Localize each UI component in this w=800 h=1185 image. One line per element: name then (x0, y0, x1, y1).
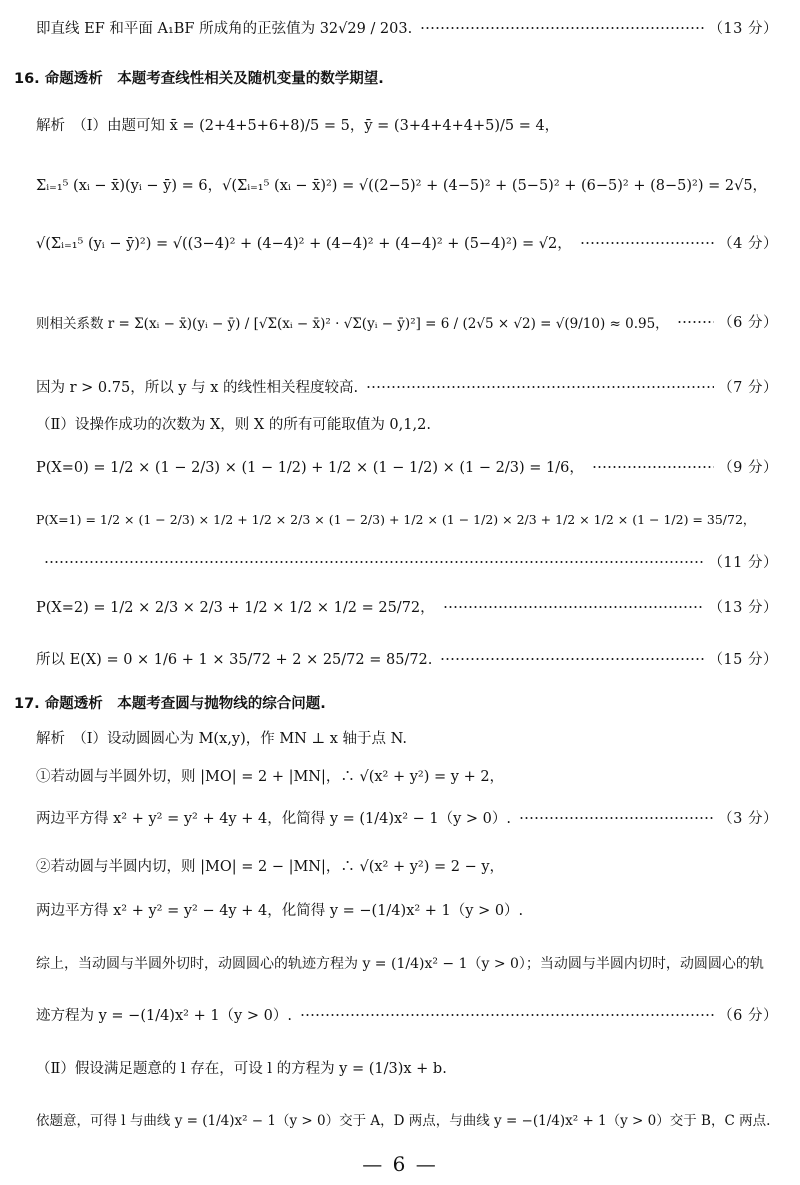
text-line (0, 899, 800, 920)
dot-leader (580, 242, 714, 244)
line-text: ①若动圆与半圆外切，则 |MO| = 2 + |MN|，∴ √(x² + y²) = y + 2， (36, 769, 505, 785)
text-line (0, 456, 800, 477)
line-text: √(Σᵢ₌₁⁵ (yᵢ − ȳ)²) = √((3−4)² + (4−4)² + (4−4)² + (4−4)² + (5−4)²) = √2， (36, 236, 572, 252)
line-text: 解析 （Ⅰ）设动圆圆心为 M(x,y)，作 MN ⊥ x 轴于点 N. (36, 731, 407, 747)
text-line (0, 67, 800, 88)
line-text: 因为 r > 0.75，所以 y 与 x 的线性相关程度较高. (36, 380, 359, 396)
dot-leader (440, 658, 704, 660)
text-line (0, 727, 800, 748)
line-text: 依题意，可得 l 与曲线 y = (1/4)x² − 1（y > 0）交于 A，D 两点，与曲线 y = −(1/4)x² + 1（y > 0）交于 B，C 两点. (36, 1113, 771, 1129)
text-line (0, 953, 800, 973)
text-line (0, 1057, 800, 1078)
score-label: （7 分） (718, 380, 778, 396)
line-text: 迹方程为 y = −(1/4)x² + 1（y > 0）. (36, 1008, 292, 1024)
score-label: （9 分） (718, 460, 778, 476)
text-line (0, 232, 800, 253)
score-label: （13 分） (708, 21, 778, 37)
text-line (0, 807, 800, 828)
line-text: 两边平方得 x² + y² = y² − 4y + 4，化简得 y = −(1/4)x² + 1（y > 0）. (36, 903, 524, 919)
score-label: （6 分） (718, 315, 778, 331)
dot-leader (300, 1014, 714, 1016)
score-label: （4 分） (718, 236, 778, 252)
score-label: （11 分） (708, 555, 778, 571)
line-text: P(X=2) = 1/2 × 2/3 × 2/3 + 1/2 × 1/2 × 1/2 = 25/72， (36, 600, 435, 616)
line-text: 所以 E(X) = 0 × 1/6 + 1 × 35/72 + 2 × 25/72 = 85/72. (36, 652, 433, 668)
section-heading: 16. 命题透析 本题考查线性相关及随机变量的数学期望. (14, 71, 384, 87)
line-text: （Ⅱ）假设满足题意的 l 存在，可设 l 的方程为 y = (1/3)x + b. (36, 1061, 447, 1077)
line-text: P(X=0) = 1/2 × (1 − 2/3) × (1 − 1/2) + 1/2 × (1 − 1/2) × (1 − 2/3) = 1/6， (36, 460, 584, 476)
text-line (0, 376, 800, 397)
text-line (0, 1109, 800, 1129)
text-line (0, 174, 800, 195)
dot-leader (519, 817, 714, 819)
score-label: （6 分） (718, 1008, 778, 1024)
text-line (0, 311, 800, 332)
dot-leader (592, 466, 714, 468)
text-line (0, 596, 800, 617)
text-line (0, 551, 800, 572)
line-text: 则相关系数 r = Σ(xᵢ − x̄)(yᵢ − ȳ) / [√Σ(xᵢ − x̄)² · √Σ(yᵢ − ȳ)²] = 6 / (2√5 × √2) = √(9/10) ≈ 0.95， (36, 315, 669, 332)
text-line (0, 692, 800, 713)
line-text: 综上，当动圆与半圆外切时，动圆圆心的轨迹方程为 y = (1/4)x² − 1（y > 0）；当动圆与半圆内切时，动圆圆心的轨 (36, 956, 764, 972)
text-line (0, 855, 800, 876)
text-line (0, 114, 800, 135)
page-number: — 6 — (362, 1152, 438, 1176)
line-text: Σᵢ₌₁⁵ (xᵢ − x̄)(yᵢ − ȳ) = 6，√(Σᵢ₌₁⁵ (xᵢ − x̄)²) = √((2−5)² + (4−5)² + (5−5)² + (6−5)² + (8−5)²) = 2√5， (36, 178, 768, 194)
text-line (0, 413, 800, 434)
dot-leader (677, 321, 714, 323)
score-label: （13 分） (708, 600, 778, 616)
dot-leader (443, 606, 705, 608)
dot-leader (44, 561, 704, 563)
dot-leader (420, 27, 704, 29)
line-text: 即直线 EF 和平面 A₁BF 所成角的正弦值为 32√29 / 203. (36, 21, 413, 37)
dot-leader (366, 386, 714, 388)
text-line (0, 1004, 800, 1025)
text-line (0, 17, 800, 38)
text-line (0, 648, 800, 669)
line-text: 两边平方得 x² + y² = y² + 4y + 4，化简得 y = (1/4)x² − 1（y > 0）. (36, 811, 512, 827)
score-label: （3 分） (718, 811, 778, 827)
line-text: P(X=1) = 1/2 × (1 − 2/3) × 1/2 + 1/2 × 2/3 × (1 − 2/3) + 1/2 × (1 − 1/2) × 2/3 + 1/2 × 1/2 × (1 − 1/2) = 35/72， (36, 512, 756, 527)
line-text: （Ⅱ）设操作成功的次数为 X，则 X 的所有可能取值为 0,1,2. (36, 417, 431, 433)
section-heading: 17. 命题透析 本题考查圆与抛物线的综合问题. (14, 696, 326, 712)
line-text: ②若动圆与半圆内切，则 |MO| = 2 − |MN|，∴ √(x² + y²) = 2 − y， (36, 859, 505, 875)
text-line (0, 765, 800, 786)
text-line (0, 510, 800, 528)
score-label: （15 分） (708, 652, 778, 668)
line-text: 解析 （Ⅰ）由题可知 x̄ = (2+4+5+6+8)/5 = 5，ȳ = (3+4+4+4+5)/5 = 4， (36, 118, 560, 134)
